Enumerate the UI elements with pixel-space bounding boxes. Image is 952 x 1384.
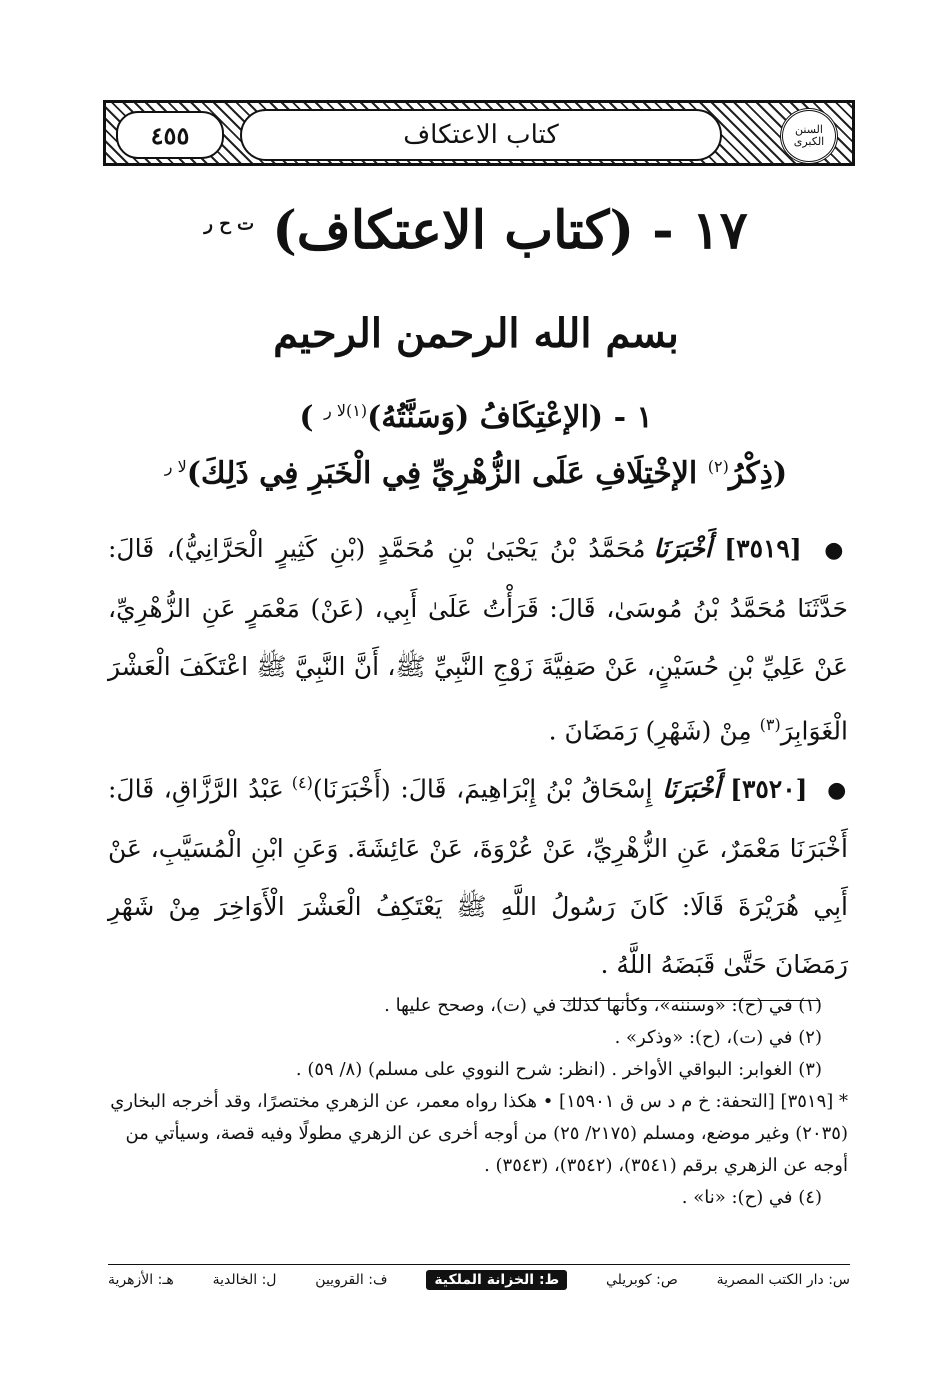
footnote-ref-2[interactable]: (٢) bbox=[707, 457, 729, 476]
seal-logo bbox=[780, 108, 838, 164]
legend-item-highlighted: ط: الخزانة الملكية bbox=[426, 1270, 567, 1290]
manuscript-legend bbox=[108, 1270, 850, 1290]
footnote-ref-1[interactable]: (١) bbox=[345, 401, 368, 420]
legend-item: هـ: الأزهرية bbox=[108, 1272, 174, 1288]
ms-note: لا ر bbox=[324, 401, 346, 420]
book-title-ms-note: ت ح ر bbox=[204, 213, 255, 235]
ms-note: لا ر bbox=[164, 457, 187, 476]
footnote-1: (١) في (ح): «وسننه»، وكأنها كذلك في (ت)، وصحح عليها . bbox=[384, 995, 822, 1016]
hadith-opening: أَخْبَرَنَا bbox=[653, 534, 712, 563]
footnote-ref-3[interactable]: (٣) bbox=[759, 715, 781, 734]
chapter-heading bbox=[0, 400, 952, 435]
hadith-text: إِسْحَاقُ بْنُ إِبْرَاهِيمَ، قَالَ: (أَخْبَرَنَا) bbox=[312, 774, 663, 804]
hadith-number: [٣٥١٩] bbox=[724, 534, 802, 563]
footnote-3: (٣) الغوابر: البواقي الأواخر . (انظر: شرح النووي على مسلم) (٨/ ٥٩) . bbox=[295, 1059, 822, 1080]
running-header bbox=[103, 100, 855, 166]
chapter-heading-tail: ) bbox=[299, 400, 325, 435]
footnote-ref-4[interactable]: (٤) bbox=[291, 773, 313, 792]
page-number bbox=[116, 111, 224, 159]
legend-item: س: دار الكتب المصرية bbox=[716, 1272, 850, 1288]
hadith-opening: أَخْبَرَنَا bbox=[662, 774, 721, 804]
hadith-3520 bbox=[108, 754, 848, 994]
hadith-text: مُحَمَّدُ بْنُ يَحْيَىٰ بْنِ مُحَمَّدٍ (بْنِ كَثِيرٍ الْحَرَّانِيُّ)، قَالَ: حَدَّثَنَا مُحَمَّدُ بْنُ مُوسَىٰ، قَالَ: قَرَأْتُ عَلَىٰ أَبِي، (عَنْ) مَعْمَرٍ عَنِ الزُّهْرِيِّ، عَنْ عَلِيِّ بْنِ حُسَيْنٍ، عَنْ صَفِيَّةَ زَوْجِ النَّبِيِّ ﷺ، أَنَّ النَّبِيَّ ﷺ اعْتَكَفَ الْعَشْرَ الْغَوَابِرَ bbox=[108, 534, 848, 746]
footnote-4: (٤) في (ح): «نا» . bbox=[681, 1187, 822, 1208]
bullet-icon: ● bbox=[824, 538, 848, 563]
takhrij-note: * [٣٥١٩] [التحفة: خ م د س ق ١٥٩٠١] • هكذا رواه معمر، عن الزهري مختصرًا، وقد أخرجه البخاري (٢٠٣٥) وغير موضع، ومسلم (٢١٧٥/ ٢٥) من أوجه أخرى عن الزهري مطولًا وفيه قصة، وسيأتي من أوجه عن الزهري برقم (٣٥٤١)، (٣٥٤٢)، (٣٥٤٣) . bbox=[110, 1091, 848, 1176]
bullet-icon: ● bbox=[827, 778, 849, 804]
hadith-3519 bbox=[108, 520, 848, 760]
running-title-text: كتاب الاعتكاف bbox=[403, 120, 559, 150]
book-title-text: ١٧ - (كتاب الاعتكاف) bbox=[272, 200, 748, 261]
running-title bbox=[240, 109, 722, 161]
legend-item: ل: الخالدية bbox=[212, 1272, 277, 1288]
basmala: بسم الله الرحمن الرحيم bbox=[273, 310, 679, 357]
legend-item: ف: القرويين bbox=[315, 1272, 388, 1288]
hadith-text: مِنْ (شَهْرِ) رَمَضَانَ . bbox=[548, 716, 760, 746]
chapter-heading-text: ١ - (الإعْتِكَافُ (وَسَنَّتُهُ) bbox=[367, 400, 653, 435]
hadith-text: عَبْدُ الرَّزَّاقِ، قَالَ: أَخْبَرَنَا مَعْمَرٌ، عَنِ الزُّهْرِيِّ، عَنْ عُرْوَةَ، عَنْ عَائِشَةَ. وَعَنِ ابْنِ الْمُسَيَّبِ، عَنْ أَبِي هُرَيْرَةَ قَالَا: كَانَ رَسُولُ اللَّهِ ﷺ يَعْتَكِفُ الْعَشْرَ الْأَوَاخِرَ مِنْ شَهْرِ رَمَضَانَ حَتَّىٰ قَبَضَهُ اللَّهُ . bbox=[108, 774, 848, 980]
legend-divider bbox=[108, 1264, 850, 1265]
seal-text: السنن الكبرى bbox=[793, 123, 825, 148]
page-number-text: ٤٥٥ bbox=[150, 120, 190, 150]
footnotes bbox=[108, 990, 848, 1214]
chapter-subheading bbox=[0, 456, 952, 491]
chapter-subheading-text: الإخْتِلَافِ عَلَى الزُّهْرِيِّ فِي الْخَبَرِ فِي ذَلِكَ) bbox=[186, 456, 708, 491]
book-title bbox=[0, 200, 952, 261]
chapter-subheading-pre: (ذِكْرُ bbox=[728, 456, 788, 491]
footnote-2: (٢) في (ت)، (ح): «وذكر» . bbox=[614, 1027, 822, 1048]
hadith-number: [٣٥٢٠] bbox=[730, 774, 808, 804]
legend-item: ص: كوبريلي bbox=[605, 1272, 678, 1288]
